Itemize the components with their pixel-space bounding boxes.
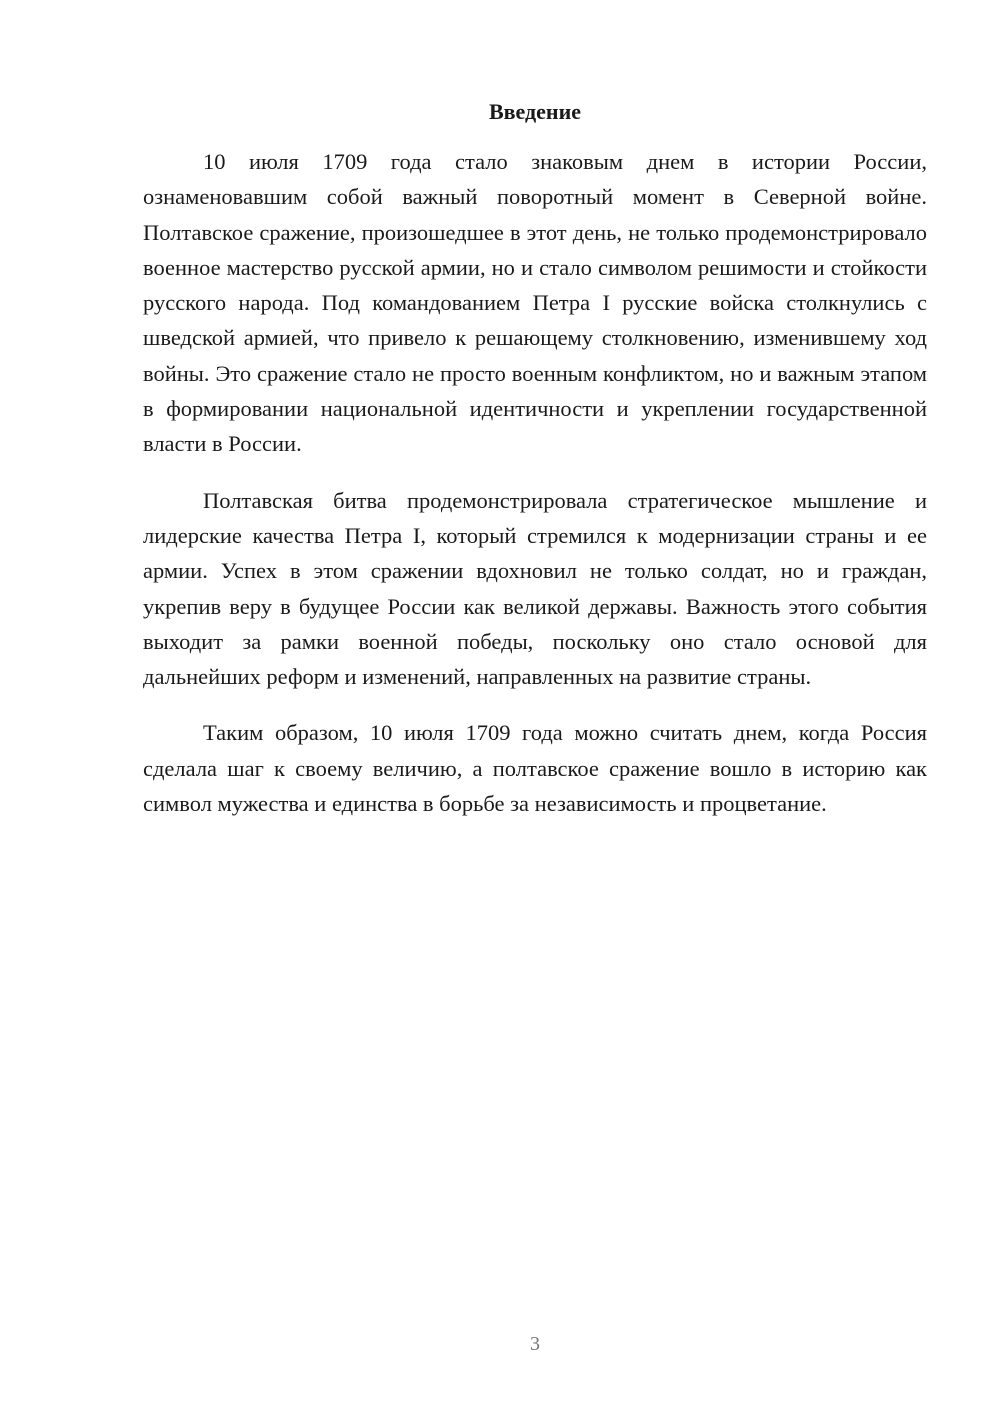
- page-number: 3: [530, 1333, 540, 1355]
- section-heading: Введение: [488, 99, 582, 124]
- body-text: [143, 144, 927, 842]
- paragraph-1: 10 июля 1709 года стало знаковым днем в истории России, ознаменовавшим собой важный поворотный момент в Северной войне. Полтавское сражение, произошедшее в этот день, не только продемонстрировало военное мастерство русской армии, но и стало символом решимости и стойкости русского народа. Под командованием Петра I русские войска столкнулись с шведской армией, что привело к решающему столкновению, изменившему ход войны. Это сражение стало не просто военным конфликтом, но и важным этапом в формировании национальной идентичности и укреплении государственной власти в России.: [143, 149, 927, 457]
- paragraph-3: Таким образом, 10 июля 1709 года можно считать днем, когда Россия сделала шаг к своему величию, а полтавское сражение вошло в историю как символ мужества и единства в борьбе за независимость и процветание.: [143, 720, 927, 817]
- paragraph-2: Полтавская битва продемонстрировала стратегическое мышление и лидерские качества Петра I, который стремился к модернизации страны и ее армии. Успех в этом сражении вдохновил не только солдат, но и граждан, укрепив веру в будущее России как великой державы. Важность этого события выходит за рамки военной победы, поскольку оно стало основой для дальнейших реформ и изменений, направленных на развитие страны.: [143, 487, 927, 690]
